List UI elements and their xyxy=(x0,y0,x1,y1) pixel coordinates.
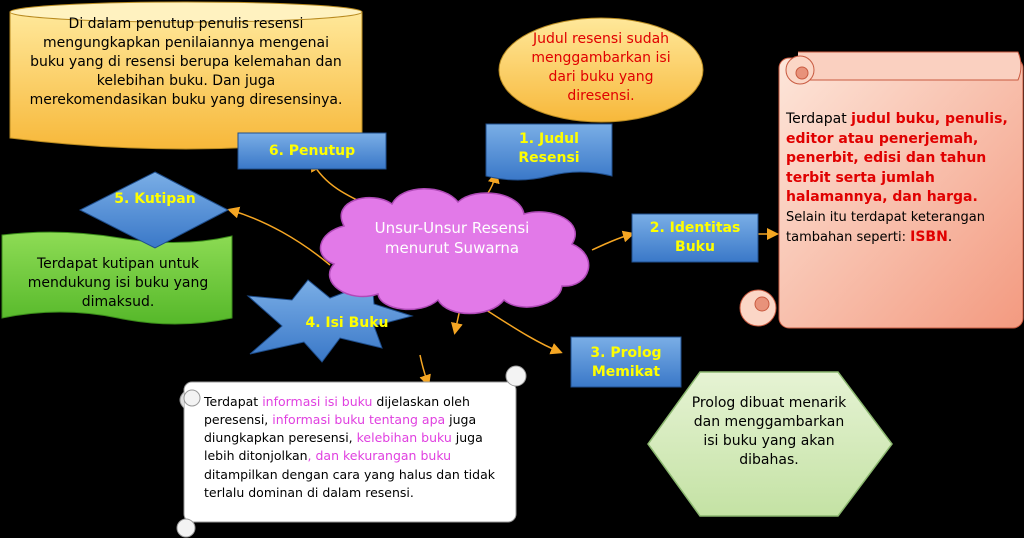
isi-note-h3: kelebihan buku xyxy=(356,430,452,446)
isi-note-p3: juga diungkapkan peresensi, xyxy=(204,412,477,446)
identitas-node-label: 2. Identitas Buku xyxy=(649,220,741,255)
identitas-note-text xyxy=(786,110,1016,247)
prolog-node-label: 3. Prolog Memikat xyxy=(590,345,662,380)
penutup-note-text: Di dalam penutup penulis resensi mengungkapkan penilaiannya mengenai buku yang di resensi berupa kelemahan dan kelebihan buku. Dan juga merekomendasikan buku yang diresensinya. xyxy=(29,16,343,108)
isi-node-label: 4. Isi Buku xyxy=(305,315,389,331)
identitas-note-intro: Terdapat xyxy=(786,111,852,127)
connector-isi-note xyxy=(420,355,428,384)
isi-note-h1: informasi isi buku xyxy=(262,394,373,409)
isi-note-h4: , dan kekurangan buku xyxy=(307,448,452,464)
identitas-note-rest: Selain itu terdapat keterangan tambahan seperti: xyxy=(786,209,985,245)
judul-node-label: 1. Judul Resensi xyxy=(518,131,580,166)
isi-note-p1: Terdapat xyxy=(204,394,263,409)
prolog-note-text: Prolog dibuat menarik dan menggambarkan isi buku yang akan dibahas. xyxy=(691,395,847,468)
penutup-node-label: 6. Penutup xyxy=(268,143,356,159)
identitas-note-end: . xyxy=(947,228,953,245)
kutipan-node-label: 5. Kutipan xyxy=(114,191,196,207)
isi-note-text xyxy=(204,393,510,502)
isi-note-p5: ditampilkan dengan cara yang halus dan tidak terlalu dominan di dalam resensi. xyxy=(204,466,495,500)
connector-identitas xyxy=(592,234,632,250)
identitas-note-bold: judul buku, penulis, editor atau penerjemah, penerbit, edisi dan tahun terbit serta jumlah halamannya, dan harga. xyxy=(786,111,1008,206)
isi-note-h2: informasi buku tentang apa xyxy=(272,412,446,428)
center-label: Unsur-Unsur Resensi menurut Suwarna xyxy=(374,219,530,258)
isi-note-p2: dijelaskan oleh peresensi, xyxy=(204,394,470,428)
judul-note-text: Judul resensi sudah menggambarkan isi dari buku yang diresensi. xyxy=(531,31,671,104)
connector-kutipan xyxy=(230,210,330,265)
identitas-note-isbn: ISBN xyxy=(910,228,948,245)
isi-note-p4: juga lebih ditonjolkan xyxy=(204,430,483,464)
kutipan-note-text: Terdapat kutipan untuk mendukung isi buku yang dimaksud. xyxy=(27,256,209,310)
